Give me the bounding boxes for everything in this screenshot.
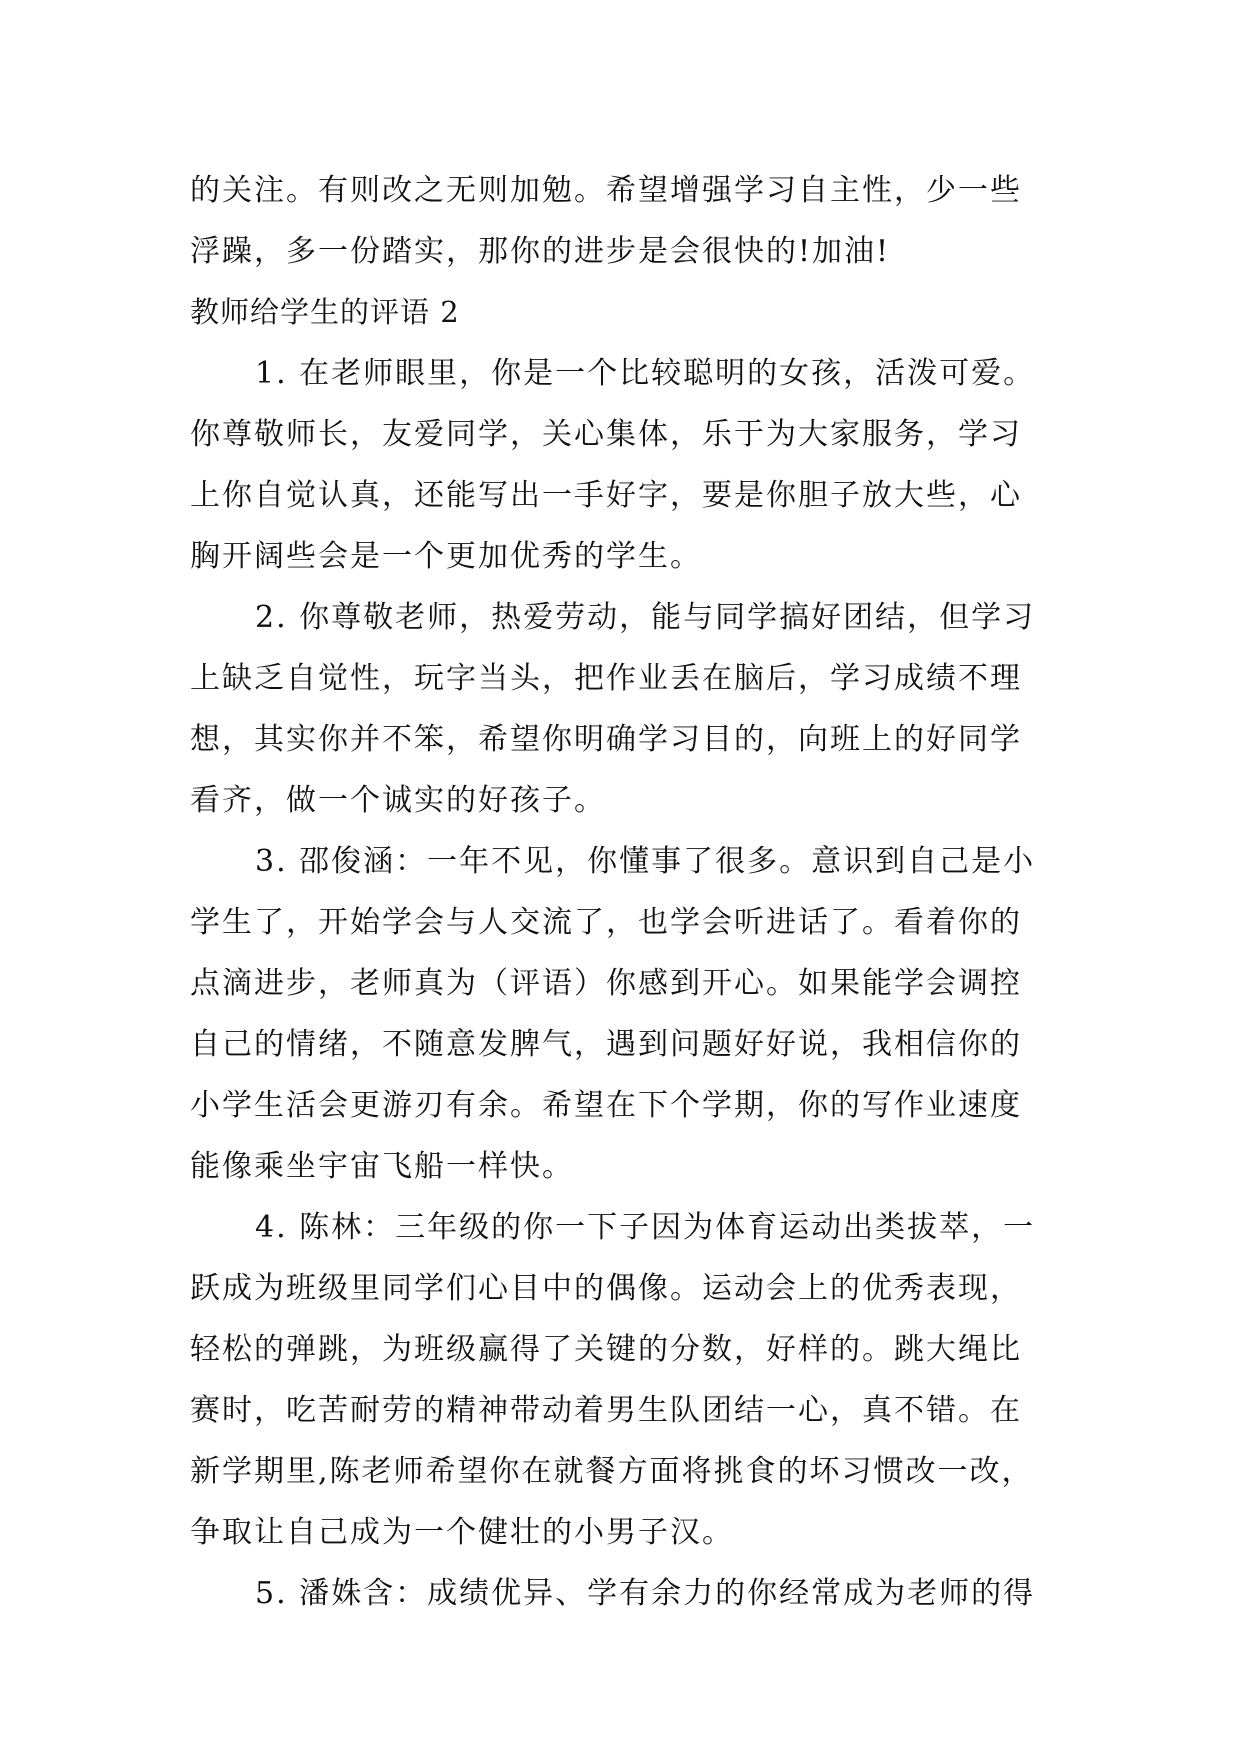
paragraph-line: 跃成为班级里同学们心目中的偶像。运动会上的优秀表现， [190,1271,1022,1306]
paragraph-line: 2. 你尊敬老师，热爱劳动，能与同学搞好团结，但学习 [255,600,1036,635]
paragraph-line: 能像乘坐宇宙飞船一样快。 [190,1149,574,1184]
paragraph-line: 想，其实你并不笨，希望你明确学习目的，向班上的好同学 [190,722,1022,757]
section-heading: 教师给学生的评语 2 [190,295,460,329]
paragraph-line: 赛时，吃苦耐劳的精神带动着男生队团结一心，真不错。在 [190,1393,1022,1428]
paragraph-line: 新学期里,陈老师希望你在就餐方面将挑食的坏习惯改一改， [190,1454,1034,1489]
paragraph-line: 胸开阔些会是一个更加优秀的学生。 [190,539,702,574]
paragraph-line: 点滴进步，老师真为（评语）你感到开心。如果能学会调控 [190,966,1022,1001]
paragraph-line: 小学生活会更游刃有余。希望在下个学期，你的写作业速度 [190,1088,1022,1123]
comment-paragraph-4 [190,1197,1050,1563]
intro-line: 浮躁，多一份踏实，那你的进步是会很快的!加油! [190,234,891,269]
paragraph-line: 上缺乏自觉性，玩字当头，把作业丢在脑后，学习成绩不理 [190,661,1022,696]
paragraph-line: 看齐，做一个诚实的好孩子。 [190,783,606,818]
comment-paragraph-5 [190,1563,1050,1624]
paragraph-line: 1. 在老师眼里，你是一个比较聪明的女孩，活泼可爱。 [255,356,1036,391]
intro-line: 的关注。有则改之无则加勉。希望增强学习自主性，少一些 [190,173,1022,208]
paragraph-line: 学生了，开始学会与人交流了，也学会听进话了。看着你的 [190,905,1022,940]
paragraph-line: 上你自觉认真，还能写出一手好字，要是你胆子放大些，心 [190,478,1022,513]
paragraph-line: 3. 邵俊涵：一年不见，你懂事了很多。意识到自己是小 [255,844,1036,879]
paragraph-line: 轻松的弹跳，为班级赢得了关键的分数，好样的。跳大绳比 [190,1332,1022,1367]
comment-paragraph-1 [190,343,1050,587]
paragraph-line: 自己的情绪，不随意发脾气，遇到问题好好说，我相信你的 [190,1027,1022,1062]
paragraph-line: 你尊敬师长，友爱同学，关心集体，乐于为大家服务，学习 [190,417,1022,452]
paragraph-line: 5. 潘姝含：成绩优异、学有余力的你经常成为老师的得 [255,1576,1036,1611]
comment-paragraph-2 [190,587,1050,831]
paragraph-line: 4. 陈林：三年级的你一下子因为体育运动出类拔萃，一 [255,1210,1036,1245]
comment-paragraph-3 [190,831,1050,1197]
paragraph-line: 争取让自己成为一个健壮的小男子汉。 [190,1515,734,1550]
document-body [190,160,1050,1624]
